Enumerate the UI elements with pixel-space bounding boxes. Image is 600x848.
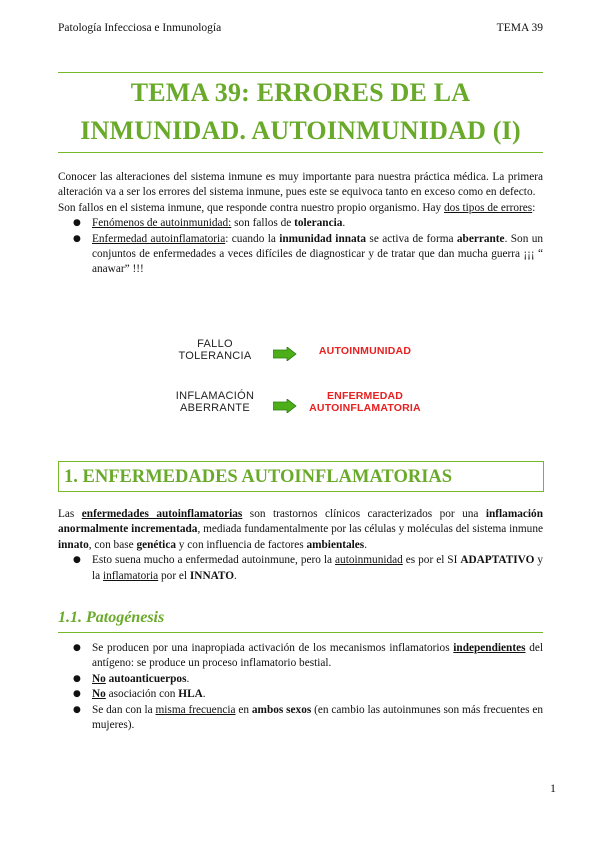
subsection-title: 1.1. Patogénesis xyxy=(58,609,165,626)
list-item: ● No asociación con HLA. xyxy=(92,687,543,702)
list-item: ● Esto suena mucho a enfermedad autoinmune, pero la autoinmunidad es por el SI ADAPTATIVO y la inflamatoria por el INNATO. xyxy=(92,553,543,584)
section1-paragraph: Las enfermedades autoinflamatorias son trastornos clínicos caracterizados por una inflamación anormalmente incrementada, mediada fundamentalmente por las células y moléculas del sistema inmune innato, con base genética y con influencia de factores ambientales. xyxy=(58,508,543,551)
intro-paragraph-2: Son fallos en el sistema inmune, que responde contra nuestro propio organismo. Hay dos tipos de errores: xyxy=(58,201,536,214)
diagram-label-inflamacion-aberrante: INFLAMACIÓN ABERRANTE xyxy=(175,390,255,414)
diagram-result-autoinmunidad: AUTOINMUNIDAD xyxy=(318,345,412,357)
diagram-label-fallo-tolerancia: FALLO TOLERANCIA xyxy=(178,338,252,362)
subsection-rule xyxy=(58,632,543,633)
list-item: ● Se producen por una inapropiada activación de los mecanismos inflamatorios independientes del antígeno: se produce un proceso inflamatorio bestial. xyxy=(92,641,543,672)
list-item: ● Fenómenos de autoinmunidad: son fallos de tolerancia. xyxy=(92,216,543,231)
header-course: Patología Infecciosa e Inmunología xyxy=(58,22,222,34)
page-title xyxy=(58,74,543,150)
error-types-list xyxy=(58,216,543,278)
header-topic: TEMA 39 xyxy=(496,22,543,34)
diagram-result-enfermedad-autoinflamatoria: ENFERMEDAD AUTOINFLAMATORIA xyxy=(309,390,421,414)
section-title: 1. ENFERMEDADES AUTOINFLAMATORIAS xyxy=(64,467,453,487)
pathogenesis-list xyxy=(58,641,543,733)
list-item: ● Enfermedad autoinflamatoria: cuando la inmunidad innata se activa de forma aberrante. Son un conjuntos de enfermedades a veces difíciles de diagnosticar y de tratar que dan mucha guerra ¡¡¡ “ anawar” !!! xyxy=(92,232,543,278)
subsection-block xyxy=(58,641,543,733)
concept-diagram xyxy=(160,338,460,418)
intro-paragraph-1: Conocer las alteraciones del sistema inmune es muy importante para nuestra práctica médica. La primera alteración va a ser los errores del sistema inmune, pues este se equivoca tanto en exceso como en defecto. xyxy=(58,171,543,199)
arrow-right-icon xyxy=(273,399,297,413)
title-bottom-rule xyxy=(58,152,543,153)
title-top-rule xyxy=(58,72,543,73)
page-header xyxy=(58,22,543,34)
arrow-right-icon xyxy=(273,347,297,361)
section-heading-box xyxy=(58,461,544,492)
page-number: 1 xyxy=(550,781,556,795)
section1-list xyxy=(58,553,543,584)
list-item: ● No autoanticuerpos. xyxy=(92,672,543,687)
title-line-2: INMUNIDAD. AUTOINMUNIDAD (I) xyxy=(80,116,521,145)
intro-block xyxy=(58,170,543,278)
section1-block xyxy=(58,507,543,584)
list-item: ● Se dan con la misma frecuencia en ambos sexos (en cambio las autoinmunes son más frecuentes en mujeres). xyxy=(92,703,543,734)
title-line-1: TEMA 39: ERRORES DE LA xyxy=(130,78,471,107)
